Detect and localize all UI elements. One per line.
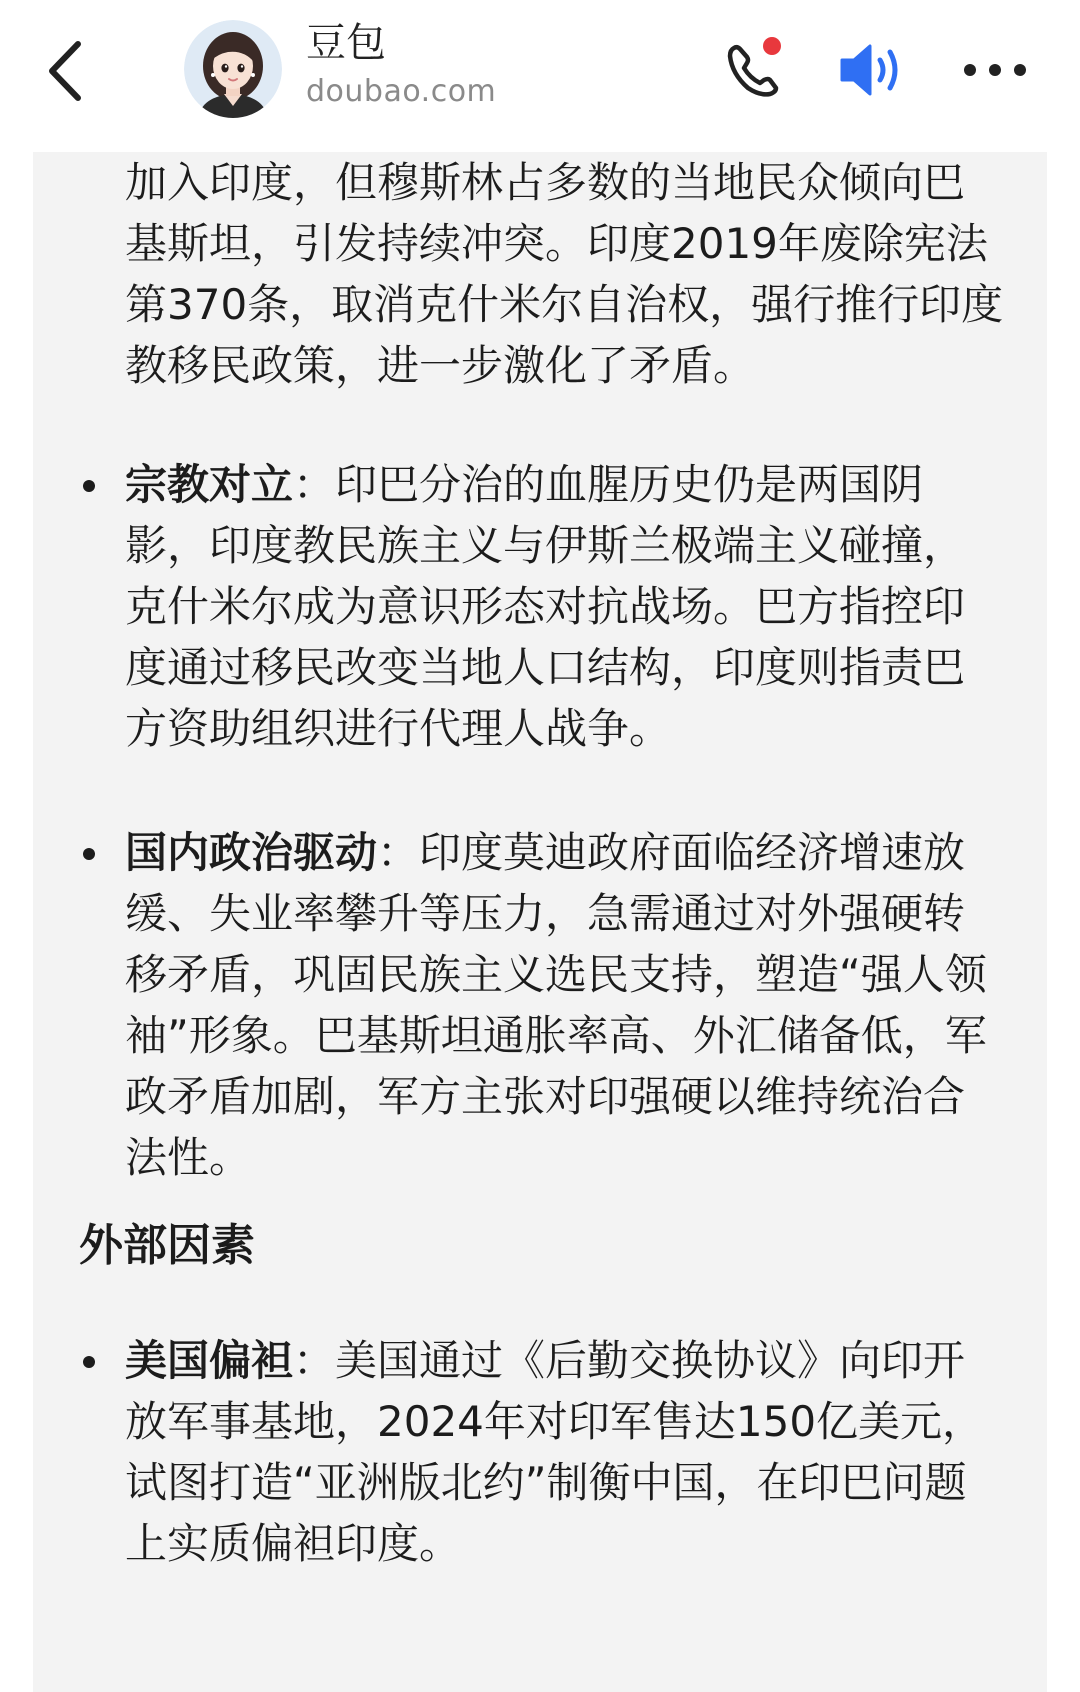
bot-message-bubble xyxy=(33,152,1047,1692)
read-aloud-button[interactable] xyxy=(836,38,908,102)
phone-call-icon xyxy=(720,34,790,104)
bullet-term: 国内政治驱动 xyxy=(125,828,378,877)
list-item-us-bias xyxy=(125,1330,1005,1574)
chevron-left-icon xyxy=(40,36,96,106)
bot-domain: doubao.com xyxy=(306,74,497,109)
bullet-term: 宗教对立 xyxy=(125,460,294,509)
speaker-volume-icon xyxy=(836,38,908,102)
voice-call-button[interactable] xyxy=(720,34,790,104)
list-item-religious-conflict xyxy=(125,454,1005,759)
bullet-text: 印巴分治的血腥历史仍是两国阴影，印度教民族主义与伊斯兰极端主义碰撞，克什米尔成为意识形态对抗战场。巴方指控印度通过移民改变当地人口结构，印度则指责巴方资助组织进行代理人战争。 xyxy=(125,460,966,753)
bullet-separator: ： xyxy=(293,460,336,509)
intro-paragraph: 加入印度，但穆斯林占多数的当地民众倾向巴基斯坦，引发持续冲突。印度2019年废除宪法第370条，取消克什米尔自治权，强行推行印度教移民政策，进一步激化了矛盾。 xyxy=(125,158,1004,390)
bullet-dot xyxy=(83,848,95,860)
chat-header xyxy=(0,0,1080,150)
section-heading: 外部因素 xyxy=(79,1220,255,1271)
bot-avatar[interactable] xyxy=(184,20,282,118)
bullet-dot xyxy=(83,1356,95,1368)
bullet-term: 美国偏袒 xyxy=(125,1336,294,1385)
bullet-separator: ： xyxy=(377,828,420,877)
more-options-button[interactable] xyxy=(960,54,1030,86)
bullet-dot xyxy=(83,480,95,492)
notification-dot xyxy=(763,37,781,55)
more-horizontal-icon xyxy=(960,54,1030,86)
bot-name: 豆包 xyxy=(306,20,386,66)
bullet-separator: ： xyxy=(293,1336,336,1385)
list-item-domestic-politics xyxy=(125,822,1005,1188)
bullet-text: 印度莫迪政府面临经济增速放缓、失业率攀升等压力，急需通过对外强硬转移矛盾，巩固民族主义选民支持，塑造“强人领袖”形象。巴基斯坦通胀率高、外汇储备低，军政矛盾加剧，军方主张对印强硬以维持统治合法性。 xyxy=(125,828,987,1182)
avatar-illustration xyxy=(184,20,282,118)
back-button[interactable] xyxy=(40,36,96,106)
bullet-text: 美国通过《后勤交换协议》向印开放军事基地，2024年对印军售达150亿美元，试图打造“亚洲版北约”制衡中国，在印巴问题上实质偏袒印度。 xyxy=(125,1336,985,1568)
